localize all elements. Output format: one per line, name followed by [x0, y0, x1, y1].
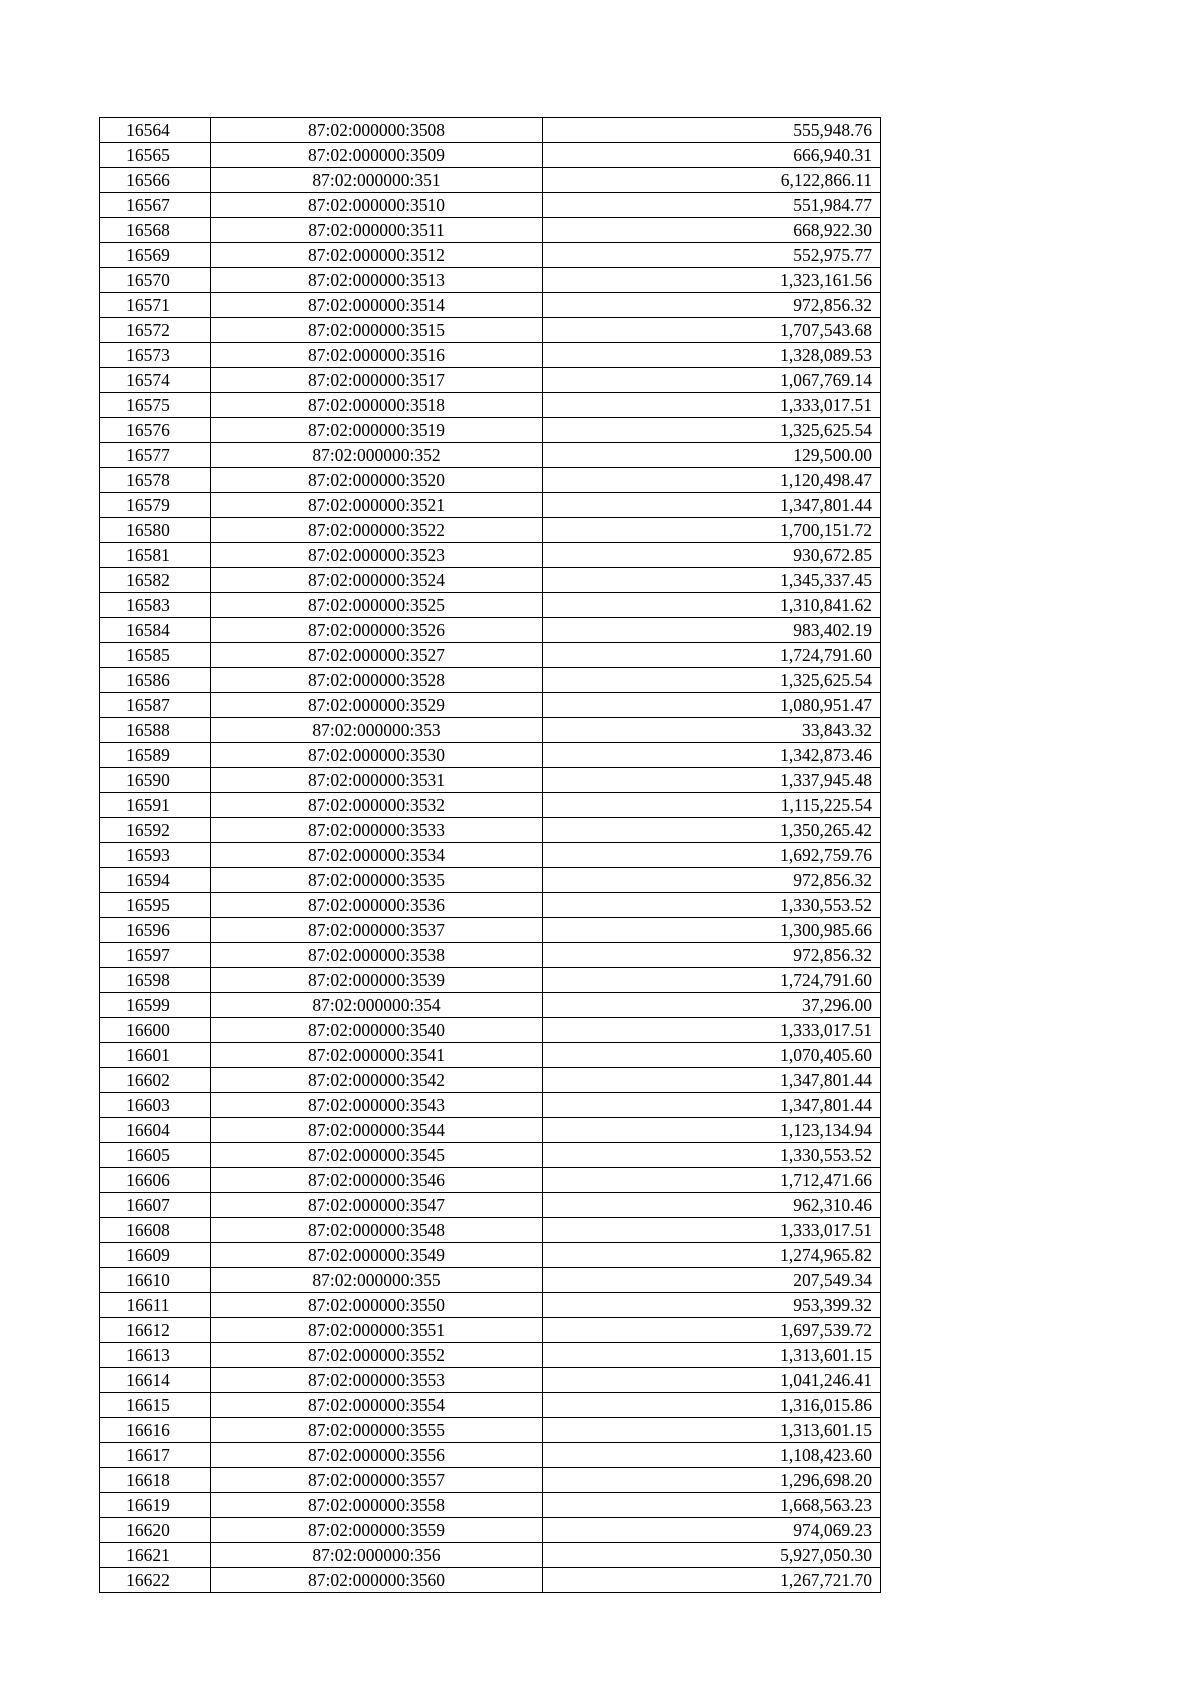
cadastral-number-cell: 87:02:000000:3555: [211, 1418, 543, 1443]
table-row: [100, 1243, 881, 1268]
cadastral-number-cell: 87:02:000000:3556: [211, 1443, 543, 1468]
row-number-cell: 16594: [100, 868, 211, 893]
cadastral-number-cell: 87:02:000000:3526: [211, 618, 543, 643]
value-cell: 1,724,791.60: [543, 643, 881, 668]
table-row: [100, 1118, 881, 1143]
row-number-cell: 16601: [100, 1043, 211, 1068]
value-cell: 1,333,017.51: [543, 1018, 881, 1043]
cadastral-number-cell: 87:02:000000:3533: [211, 818, 543, 843]
value-cell: 1,347,801.44: [543, 493, 881, 518]
cadastral-number-cell: 87:02:000000:3547: [211, 1193, 543, 1218]
table-row: [100, 768, 881, 793]
value-cell: 1,330,553.52: [543, 1143, 881, 1168]
table-row: [100, 893, 881, 918]
cadastral-number-cell: 87:02:000000:3510: [211, 193, 543, 218]
value-cell: 1,323,161.56: [543, 268, 881, 293]
table-row: [100, 718, 881, 743]
table-row: [100, 1393, 881, 1418]
value-cell: 974,069.23: [543, 1518, 881, 1543]
row-number-cell: 16604: [100, 1118, 211, 1143]
cadastral-number-cell: 87:02:000000:3545: [211, 1143, 543, 1168]
value-cell: 666,940.31: [543, 143, 881, 168]
value-cell: 1,067,769.14: [543, 368, 881, 393]
value-cell: 1,267,721.70: [543, 1568, 881, 1593]
value-cell: 1,724,791.60: [543, 968, 881, 993]
table-row: [100, 1218, 881, 1243]
cadastral-number-cell: 87:02:000000:355: [211, 1268, 543, 1293]
table-row: [100, 1568, 881, 1593]
cadastral-number-cell: 87:02:000000:3524: [211, 568, 543, 593]
value-cell: 972,856.32: [543, 868, 881, 893]
row-number-cell: 16585: [100, 643, 211, 668]
cadastral-number-cell: 87:02:000000:3522: [211, 518, 543, 543]
value-cell: 555,948.76: [543, 118, 881, 143]
row-number-cell: 16581: [100, 543, 211, 568]
value-cell: 1,333,017.51: [543, 1218, 881, 1243]
row-number-cell: 16617: [100, 1443, 211, 1468]
row-number-cell: 16620: [100, 1518, 211, 1543]
cadastral-number-cell: 87:02:000000:351: [211, 168, 543, 193]
row-number-cell: 16583: [100, 593, 211, 618]
cadastral-number-cell: 87:02:000000:3529: [211, 693, 543, 718]
cadastral-number-cell: 87:02:000000:3531: [211, 768, 543, 793]
value-cell: 962,310.46: [543, 1193, 881, 1218]
cadastral-number-cell: 87:02:000000:3559: [211, 1518, 543, 1543]
table-row: [100, 1143, 881, 1168]
value-cell: 551,984.77: [543, 193, 881, 218]
value-cell: 1,330,553.52: [543, 893, 881, 918]
row-number-cell: 16593: [100, 843, 211, 868]
table-row: [100, 1043, 881, 1068]
table-row: [100, 568, 881, 593]
value-cell: 1,313,601.15: [543, 1418, 881, 1443]
row-number-cell: 16619: [100, 1493, 211, 1518]
cadastral-number-cell: 87:02:000000:3538: [211, 943, 543, 968]
row-number-cell: 16605: [100, 1143, 211, 1168]
row-number-cell: 16615: [100, 1393, 211, 1418]
value-cell: 1,115,225.54: [543, 793, 881, 818]
table-row: [100, 793, 881, 818]
cadastral-number-cell: 87:02:000000:3515: [211, 318, 543, 343]
row-number-cell: 16565: [100, 143, 211, 168]
table-row: [100, 168, 881, 193]
row-number-cell: 16569: [100, 243, 211, 268]
row-number-cell: 16584: [100, 618, 211, 643]
value-cell: 972,856.32: [543, 293, 881, 318]
table-row: [100, 1193, 881, 1218]
value-cell: 1,274,965.82: [543, 1243, 881, 1268]
cadastral-number-cell: 87:02:000000:3549: [211, 1243, 543, 1268]
row-number-cell: 16580: [100, 518, 211, 543]
table-row: [100, 618, 881, 643]
table-row: [100, 668, 881, 693]
row-number-cell: 16611: [100, 1293, 211, 1318]
cadastral-number-cell: 87:02:000000:3514: [211, 293, 543, 318]
row-number-cell: 16570: [100, 268, 211, 293]
table-row: [100, 1068, 881, 1093]
row-number-cell: 16603: [100, 1093, 211, 1118]
cadastral-number-cell: 87:02:000000:3541: [211, 1043, 543, 1068]
cadastral-number-cell: 87:02:000000:3553: [211, 1368, 543, 1393]
table-row: [100, 268, 881, 293]
table-body: [100, 118, 881, 1593]
row-number-cell: 16602: [100, 1068, 211, 1093]
value-cell: 1,328,089.53: [543, 343, 881, 368]
value-cell: 1,712,471.66: [543, 1168, 881, 1193]
cadastral-number-cell: 87:02:000000:3536: [211, 893, 543, 918]
value-cell: 1,313,601.15: [543, 1343, 881, 1368]
table-row: [100, 218, 881, 243]
row-number-cell: 16578: [100, 468, 211, 493]
table-row: [100, 1018, 881, 1043]
row-number-cell: 16600: [100, 1018, 211, 1043]
cadastral-number-cell: 87:02:000000:3552: [211, 1343, 543, 1368]
value-cell: 1,325,625.54: [543, 418, 881, 443]
row-number-cell: 16598: [100, 968, 211, 993]
row-number-cell: 16566: [100, 168, 211, 193]
row-number-cell: 16577: [100, 443, 211, 468]
cadastral-number-cell: 87:02:000000:3537: [211, 918, 543, 943]
cadastral-number-cell: 87:02:000000:3528: [211, 668, 543, 693]
table-row: [100, 493, 881, 518]
value-cell: 1,350,265.42: [543, 818, 881, 843]
table-row: [100, 443, 881, 468]
value-cell: 1,041,246.41: [543, 1368, 881, 1393]
cadastral-number-cell: 87:02:000000:3550: [211, 1293, 543, 1318]
value-cell: 207,549.34: [543, 1268, 881, 1293]
row-number-cell: 16612: [100, 1318, 211, 1343]
table-row: [100, 543, 881, 568]
cadastral-number-cell: 87:02:000000:3540: [211, 1018, 543, 1043]
value-cell: 1,707,543.68: [543, 318, 881, 343]
table-row: [100, 993, 881, 1018]
row-number-cell: 16607: [100, 1193, 211, 1218]
value-cell: 1,080,951.47: [543, 693, 881, 718]
cadastral-number-cell: 87:02:000000:3525: [211, 593, 543, 618]
row-number-cell: 16596: [100, 918, 211, 943]
table-row: [100, 818, 881, 843]
row-number-cell: 16606: [100, 1168, 211, 1193]
cadastral-number-cell: 87:02:000000:3523: [211, 543, 543, 568]
row-number-cell: 16613: [100, 1343, 211, 1368]
row-number-cell: 16567: [100, 193, 211, 218]
row-number-cell: 16572: [100, 318, 211, 343]
row-number-cell: 16568: [100, 218, 211, 243]
data-table: [99, 117, 881, 1593]
row-number-cell: 16622: [100, 1568, 211, 1593]
value-cell: 1,300,985.66: [543, 918, 881, 943]
table-row: [100, 1418, 881, 1443]
value-cell: 37,296.00: [543, 993, 881, 1018]
value-cell: 972,856.32: [543, 943, 881, 968]
value-cell: 552,975.77: [543, 243, 881, 268]
value-cell: 1,347,801.44: [543, 1093, 881, 1118]
value-cell: 1,337,945.48: [543, 768, 881, 793]
cadastral-number-cell: 87:02:000000:3546: [211, 1168, 543, 1193]
table-row: [100, 1518, 881, 1543]
value-cell: 6,122,866.11: [543, 168, 881, 193]
row-number-cell: 16618: [100, 1468, 211, 1493]
table-row: [100, 1443, 881, 1468]
table-row: [100, 393, 881, 418]
value-cell: 5,927,050.30: [543, 1543, 881, 1568]
row-number-cell: 16571: [100, 293, 211, 318]
table-row: [100, 1368, 881, 1393]
cadastral-number-cell: 87:02:000000:3548: [211, 1218, 543, 1243]
value-cell: 1,347,801.44: [543, 1068, 881, 1093]
row-number-cell: 16573: [100, 343, 211, 368]
cadastral-number-cell: 87:02:000000:3551: [211, 1318, 543, 1343]
cadastral-number-cell: 87:02:000000:3521: [211, 493, 543, 518]
value-cell: 1,123,134.94: [543, 1118, 881, 1143]
table-row: [100, 868, 881, 893]
row-number-cell: 16574: [100, 368, 211, 393]
row-number-cell: 16587: [100, 693, 211, 718]
table-row: [100, 468, 881, 493]
table-row: [100, 1468, 881, 1493]
value-cell: 1,692,759.76: [543, 843, 881, 868]
table-row: [100, 943, 881, 968]
value-cell: 1,325,625.54: [543, 668, 881, 693]
table-row: [100, 518, 881, 543]
value-cell: 1,120,498.47: [543, 468, 881, 493]
cadastral-number-cell: 87:02:000000:3542: [211, 1068, 543, 1093]
cadastral-number-cell: 87:02:000000:3527: [211, 643, 543, 668]
cadastral-number-cell: 87:02:000000:3557: [211, 1468, 543, 1493]
row-number-cell: 16610: [100, 1268, 211, 1293]
table-row: [100, 193, 881, 218]
table-row: [100, 1343, 881, 1368]
cadastral-number-cell: 87:02:000000:3520: [211, 468, 543, 493]
cadastral-number-cell: 87:02:000000:3513: [211, 268, 543, 293]
cadastral-number-cell: 87:02:000000:3535: [211, 868, 543, 893]
cadastral-number-cell: 87:02:000000:3534: [211, 843, 543, 868]
value-cell: 1,668,563.23: [543, 1493, 881, 1518]
cadastral-number-cell: 87:02:000000:3511: [211, 218, 543, 243]
cadastral-number-cell: 87:02:000000:3543: [211, 1093, 543, 1118]
row-number-cell: 16591: [100, 793, 211, 818]
cadastral-number-cell: 87:02:000000:3532: [211, 793, 543, 818]
row-number-cell: 16590: [100, 768, 211, 793]
value-cell: 1,697,539.72: [543, 1318, 881, 1343]
row-number-cell: 16588: [100, 718, 211, 743]
row-number-cell: 16597: [100, 943, 211, 968]
cadastral-number-cell: 87:02:000000:3517: [211, 368, 543, 393]
table-row: [100, 1543, 881, 1568]
value-cell: 1,316,015.86: [543, 1393, 881, 1418]
row-number-cell: 16579: [100, 493, 211, 518]
cadastral-number-cell: 87:02:000000:352: [211, 443, 543, 468]
table-row: [100, 1168, 881, 1193]
cadastral-number-cell: 87:02:000000:3509: [211, 143, 543, 168]
table-row: [100, 918, 881, 943]
table-row: [100, 1493, 881, 1518]
cadastral-number-cell: 87:02:000000:3516: [211, 343, 543, 368]
value-cell: 953,399.32: [543, 1293, 881, 1318]
row-number-cell: 16582: [100, 568, 211, 593]
table-row: [100, 143, 881, 168]
cadastral-number-cell: 87:02:000000:3508: [211, 118, 543, 143]
table-row: [100, 643, 881, 668]
value-cell: 1,070,405.60: [543, 1043, 881, 1068]
value-cell: 1,333,017.51: [543, 393, 881, 418]
table-row: [100, 693, 881, 718]
cadastral-number-cell: 87:02:000000:3512: [211, 243, 543, 268]
value-cell: 33,843.32: [543, 718, 881, 743]
value-cell: 1,310,841.62: [543, 593, 881, 618]
table-row: [100, 368, 881, 393]
table-row: [100, 1268, 881, 1293]
cadastral-number-cell: 87:02:000000:3539: [211, 968, 543, 993]
table-row: [100, 318, 881, 343]
value-cell: 1,296,698.20: [543, 1468, 881, 1493]
cadastral-number-cell: 87:02:000000:3530: [211, 743, 543, 768]
cadastral-number-cell: 87:02:000000:356: [211, 1543, 543, 1568]
row-number-cell: 16599: [100, 993, 211, 1018]
row-number-cell: 16595: [100, 893, 211, 918]
cadastral-number-cell: 87:02:000000:353: [211, 718, 543, 743]
row-number-cell: 16589: [100, 743, 211, 768]
row-number-cell: 16575: [100, 393, 211, 418]
table-row: [100, 243, 881, 268]
row-number-cell: 16621: [100, 1543, 211, 1568]
row-number-cell: 16609: [100, 1243, 211, 1268]
table-row: [100, 1318, 881, 1343]
row-number-cell: 16576: [100, 418, 211, 443]
row-number-cell: 16608: [100, 1218, 211, 1243]
value-cell: 668,922.30: [543, 218, 881, 243]
row-number-cell: 16614: [100, 1368, 211, 1393]
row-number-cell: 16616: [100, 1418, 211, 1443]
value-cell: 983,402.19: [543, 618, 881, 643]
value-cell: 129,500.00: [543, 443, 881, 468]
cadastral-number-cell: 87:02:000000:3518: [211, 393, 543, 418]
table-row: [100, 118, 881, 143]
table-row: [100, 843, 881, 868]
row-number-cell: 16592: [100, 818, 211, 843]
table-row: [100, 743, 881, 768]
row-number-cell: 16586: [100, 668, 211, 693]
cadastral-number-cell: 87:02:000000:3560: [211, 1568, 543, 1593]
value-cell: 1,700,151.72: [543, 518, 881, 543]
row-number-cell: 16564: [100, 118, 211, 143]
cadastral-number-cell: 87:02:000000:3544: [211, 1118, 543, 1143]
cadastral-number-cell: 87:02:000000:3558: [211, 1493, 543, 1518]
value-cell: 1,108,423.60: [543, 1443, 881, 1468]
table-row: [100, 968, 881, 993]
table-row: [100, 293, 881, 318]
value-cell: 1,345,337.45: [543, 568, 881, 593]
table-row: [100, 418, 881, 443]
value-cell: 930,672.85: [543, 543, 881, 568]
value-cell: 1,342,873.46: [543, 743, 881, 768]
table-row: [100, 593, 881, 618]
table-row: [100, 1093, 881, 1118]
table-row: [100, 343, 881, 368]
cadastral-number-cell: 87:02:000000:3554: [211, 1393, 543, 1418]
cadastral-number-cell: 87:02:000000:354: [211, 993, 543, 1018]
cadastral-number-cell: 87:02:000000:3519: [211, 418, 543, 443]
table-row: [100, 1293, 881, 1318]
